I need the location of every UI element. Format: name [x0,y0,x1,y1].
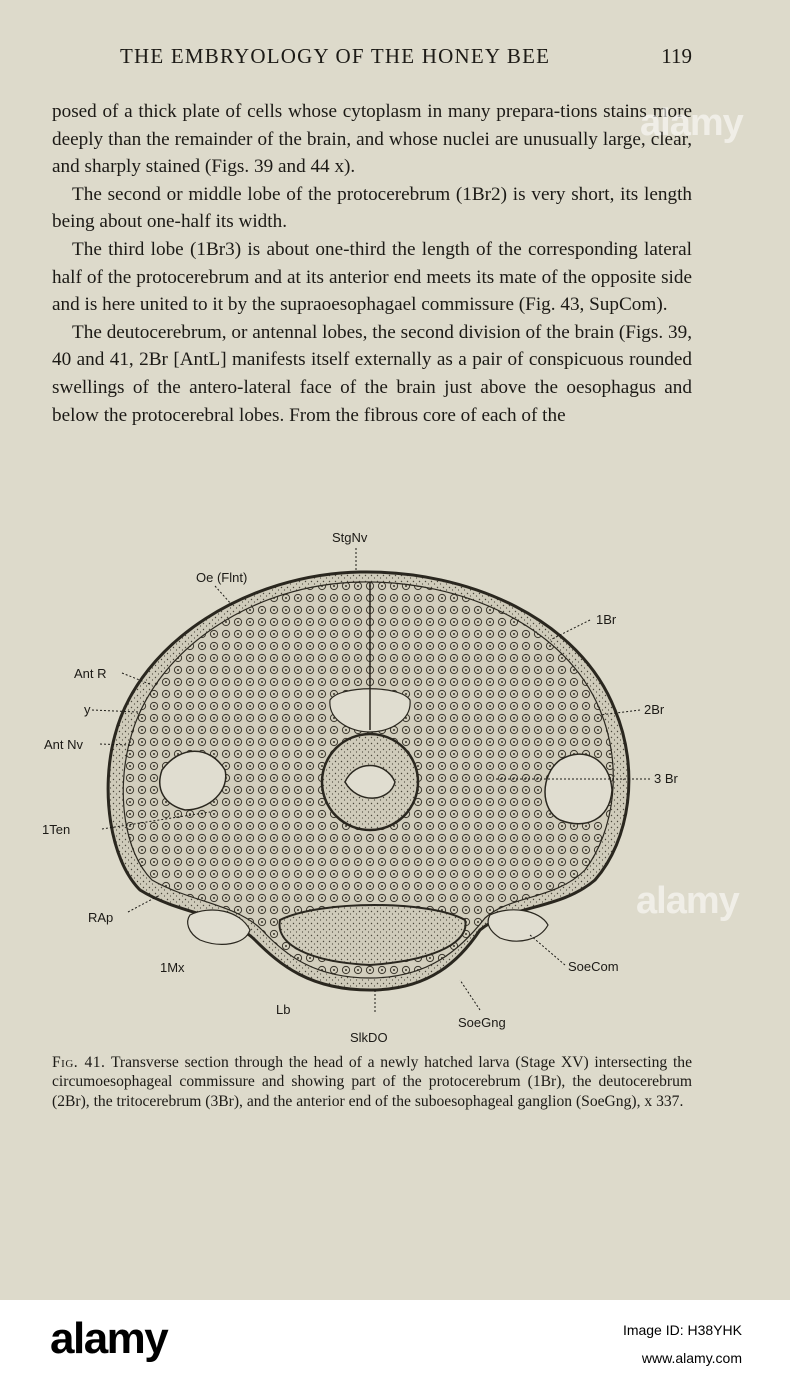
stock-footer [0,1300,790,1390]
watermark-top: alamy [640,102,743,144]
page-header [52,40,692,74]
paragraph-2: The second or middle lobe of the protocerebrum (1Br2) is very short, its length being about one-half its width. [52,183,692,233]
alamy-logo[interactable]: alamy [50,1314,168,1363]
larva-head-section [108,572,629,990]
running-head: THE EMBRYOLOGY OF THE HONEY BEE [120,44,551,68]
image-id: Image ID: H38YHK [622,1322,742,1338]
section-drawing [40,520,740,1050]
label-ant-r: Ant R [74,666,107,681]
label-1ten: 1Ten [42,822,71,837]
body-text [52,98,692,429]
label-slkdo: SlkDO [350,1030,388,1045]
footer-url[interactable]: www.alamy.com [641,1350,742,1366]
figure-caption [52,1053,692,1111]
label-stgnv: StgNv [332,530,368,545]
label-1br: 1Br [596,612,617,627]
figure-41 [40,520,740,1050]
watermark-bottom: alamy [636,880,739,922]
label-ant-nv: Ant Nv [44,737,84,752]
label-lb: Lb [276,1002,291,1017]
label-soegng: SoeGng [458,1015,506,1030]
label-3br: 3 Br [654,771,678,786]
caption-label: Fig. 41. [52,1054,106,1071]
paragraph-3: The third lobe (1Br3) is about one-third the length of the corresponding lateral half of the protocerebrum and at its anterior end meets its mate of the opposite side and is here united to it by the supraoesophagael commissure (Fig. 43, SupCom). [52,238,692,316]
page-number: 119 [661,44,692,68]
label-rap: RAp [88,910,114,925]
label-1mx: 1Mx [160,960,185,975]
label-2br: 2Br [644,702,665,717]
label-y: y [84,702,91,717]
paragraph-4: The deutocerebrum, or antennal lobes, the second division of the brain (Figs. 39, 40 and 41, 2Br [AntL] manifests itself externally as a pair of conspicuous rounded swellings of the antero-lateral face of the brain just above the oesophagus and below the protocerebral lobes. From the fibrous core of each of the [52,321,692,426]
paragraph-1: posed of a thick plate of cells whose cytoplasm in many prepara-tions stains more deeply than the remainder of the brain, and whose nuclei are unusually large, clear, and sharply stained (Figs. 39 and 44 x). [52,101,692,178]
label-soecom: SoeCom [568,959,619,974]
caption-text: Transverse section through the head of a newly hatched larva (Stage XV) intersecting the circumoesophageal commissure and showing part of the protocerebrum (1Br), the deutocerebrum (2Br), the tritocerebrum (3Br), and the anterior end of the suboesophageal ganglion (SoeGng), x 337. [52,1054,692,1110]
label-oe: Oe (Flnt) [196,570,248,585]
